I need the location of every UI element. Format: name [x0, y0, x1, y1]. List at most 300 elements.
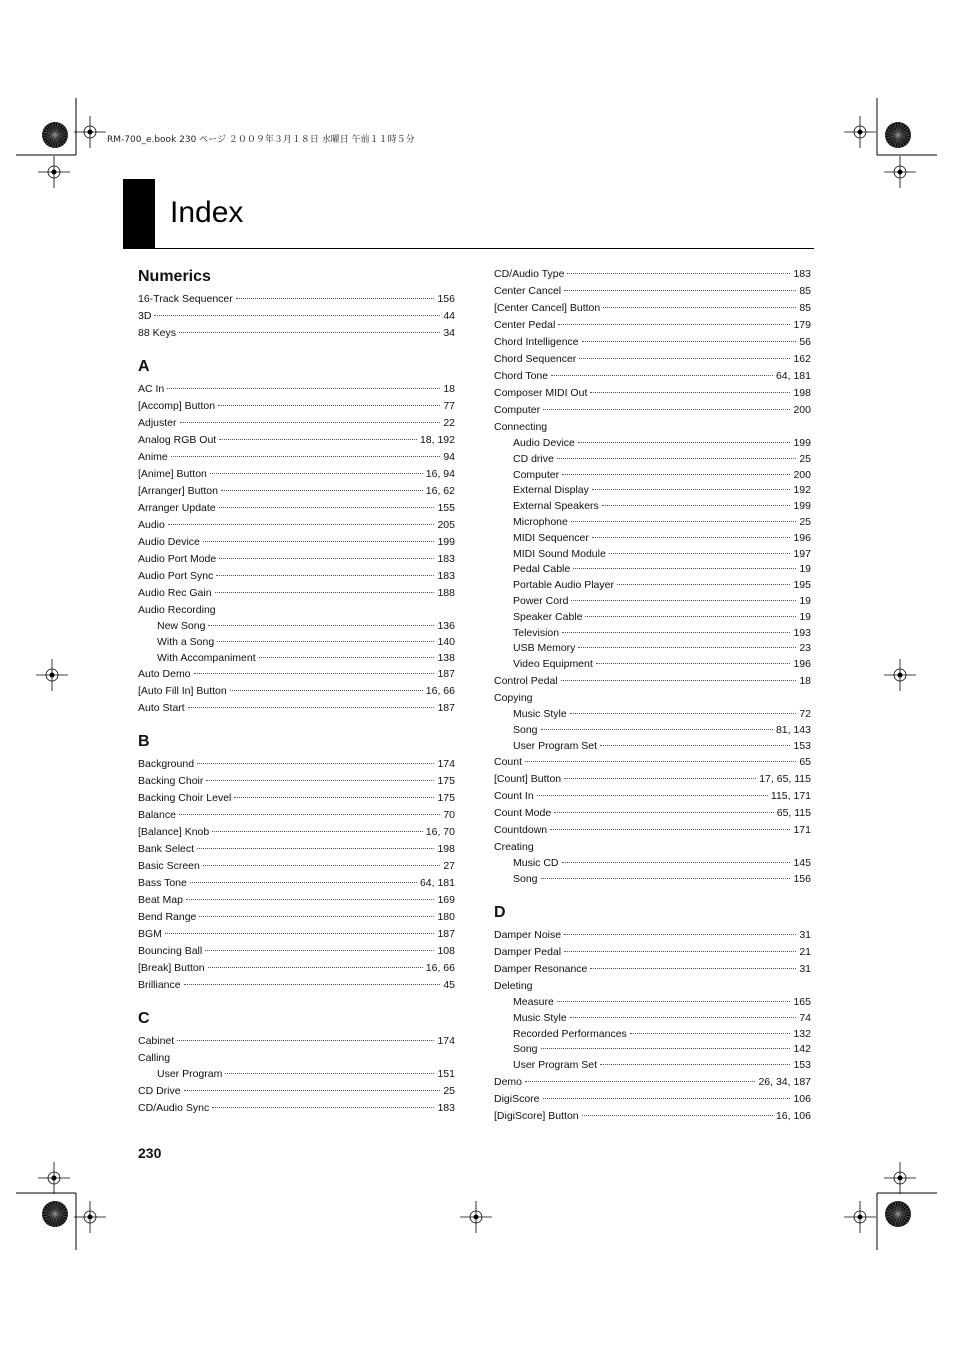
- index-pages: 200: [793, 468, 811, 481]
- dot-leader: [221, 490, 423, 491]
- index-entry: [138, 1050, 455, 1067]
- dot-leader: [203, 865, 440, 866]
- index-pages: 138: [437, 651, 455, 664]
- index-entry: [494, 317, 811, 334]
- index-entry: [494, 452, 811, 468]
- index-pages: 156: [437, 293, 455, 305]
- index-term: Audio Port Mode: [138, 553, 217, 565]
- print-header: RM-700_e.book 230 ページ ２００９年３月１８日 水曜日 午前１１時５分: [107, 135, 415, 145]
- dot-leader: [259, 657, 435, 658]
- dot-leader: [180, 422, 441, 423]
- index-entry: [494, 1042, 811, 1058]
- index-pages: 25: [799, 515, 811, 528]
- index-term: Connecting: [494, 421, 548, 433]
- index-term: Backing Choir Level: [138, 792, 232, 805]
- dot-leader: [570, 1017, 797, 1018]
- index-pages: 200: [793, 404, 811, 416]
- index-entry: [494, 351, 811, 368]
- index-term: Center Pedal: [494, 319, 556, 331]
- title-tab-block: [123, 179, 155, 249]
- index-entry: [494, 754, 811, 771]
- index-entry: [138, 466, 455, 483]
- index-pages: 19: [799, 594, 811, 607]
- index-term: Brilliance: [138, 979, 181, 992]
- index-term: Copying: [494, 691, 533, 704]
- index-pages: 198: [437, 843, 455, 856]
- dot-leader: [184, 1090, 441, 1091]
- dot-leader: [208, 967, 423, 968]
- dot-leader: [578, 442, 791, 443]
- index-entry: [138, 683, 455, 700]
- index-term: USB Memory: [513, 642, 576, 655]
- index-entry: [138, 807, 455, 824]
- index-term: Audio Device: [138, 536, 200, 548]
- dot-leader: [197, 763, 434, 764]
- dot-leader: [168, 524, 435, 525]
- dot-leader: [230, 690, 423, 691]
- dot-leader: [234, 797, 434, 798]
- index-term: Computer: [513, 468, 560, 481]
- index-entry: [494, 610, 811, 626]
- index-term: Bass Tone: [138, 877, 187, 890]
- index-pages: 18, 192: [419, 434, 455, 446]
- registration-star-icon: [42, 1201, 68, 1227]
- index-entry: [138, 449, 455, 466]
- dot-leader: [600, 745, 790, 746]
- dot-leader: [215, 592, 435, 593]
- index-term: Computer: [494, 404, 541, 416]
- index-term: Backing Choir: [138, 775, 204, 788]
- index-pages: 26, 34, 187: [758, 1075, 811, 1088]
- index-entry: [138, 841, 455, 858]
- index-pages: 145: [793, 857, 811, 870]
- index-entry: [138, 308, 455, 325]
- index-pages: 155: [437, 502, 455, 514]
- dot-leader: [603, 307, 796, 308]
- index-entry: [138, 398, 455, 415]
- index-entry: [138, 1067, 455, 1083]
- dot-leader: [541, 878, 791, 879]
- index-pages: 65, 115: [776, 807, 811, 820]
- index-term: Calling: [138, 1052, 171, 1065]
- dot-leader: [582, 1115, 773, 1116]
- index-pages: 85: [799, 302, 811, 314]
- index-entry: [138, 926, 455, 943]
- index-pages: 153: [793, 1059, 811, 1072]
- index-pages: 31: [799, 962, 811, 975]
- index-pages: 108: [437, 945, 455, 958]
- index-pages: 22: [443, 417, 455, 429]
- dot-leader: [197, 848, 434, 849]
- dot-leader: [543, 1098, 791, 1099]
- index-entry: [138, 773, 455, 790]
- dot-leader: [557, 1001, 791, 1002]
- index-pages: 74: [799, 1011, 811, 1024]
- dot-leader: [554, 812, 774, 813]
- index-entry: [494, 547, 811, 563]
- index-term: Deleting: [494, 979, 533, 992]
- index-pages: 31: [799, 928, 811, 941]
- index-term: Audio Recording: [138, 604, 216, 616]
- dot-leader: [543, 409, 790, 410]
- index-entry: [138, 568, 455, 585]
- section-heading: C: [138, 1010, 150, 1028]
- index-term: BGM: [138, 928, 162, 941]
- registration-star-icon: [42, 122, 68, 148]
- dot-leader: [592, 489, 791, 490]
- index-term: Microphone: [513, 515, 568, 528]
- index-pages: 18: [443, 383, 455, 395]
- index-term: Song: [513, 723, 538, 736]
- index-term: [Auto Fill In] Button: [138, 685, 227, 698]
- registration-target-icon: [884, 156, 916, 188]
- index-term: With a Song: [157, 635, 215, 648]
- dot-leader: [219, 507, 435, 508]
- index-pages: 151: [437, 1068, 455, 1081]
- dot-leader: [571, 521, 796, 522]
- index-pages: 187: [437, 702, 455, 715]
- index-term: Television: [513, 626, 560, 639]
- index-term: Auto Start: [138, 702, 185, 715]
- index-entry: [494, 723, 811, 739]
- index-entry: [138, 790, 455, 807]
- page-title: Index: [170, 196, 244, 229]
- index-entry: [138, 585, 455, 602]
- registration-target-icon: [884, 1162, 916, 1194]
- index-entry: [138, 602, 455, 619]
- index-term: External Speakers: [513, 500, 599, 513]
- index-term: [Arranger] Button: [138, 485, 218, 497]
- dot-leader: [582, 341, 797, 342]
- index-entry: [494, 368, 811, 385]
- index-pages: 16, 94: [425, 468, 455, 480]
- index-term: Recorded Performances: [513, 1027, 627, 1040]
- dot-leader: [567, 273, 790, 274]
- registration-target-icon: [36, 659, 68, 691]
- index-entry: [138, 517, 455, 534]
- dot-leader: [564, 778, 756, 779]
- index-pages: 18: [799, 674, 811, 687]
- dot-leader: [525, 761, 796, 762]
- index-pages: 174: [437, 758, 455, 771]
- dot-leader: [205, 950, 434, 951]
- index-term: DigiScore: [494, 1092, 540, 1105]
- index-entry: [494, 707, 811, 723]
- index-term: 88 Keys: [138, 327, 176, 339]
- index-entry: [494, 995, 811, 1011]
- index-term: [DigiScore] Button: [494, 1109, 579, 1122]
- index-pages: 165: [793, 995, 811, 1008]
- index-term: Damper Pedal: [494, 945, 562, 958]
- index-term: Audio Port Sync: [138, 570, 214, 582]
- index-pages: 171: [793, 824, 811, 837]
- dot-leader: [590, 968, 796, 969]
- dot-leader: [585, 616, 796, 617]
- index-entry: [494, 961, 811, 978]
- index-term: Bouncing Ball: [138, 945, 203, 958]
- index-pages: 183: [437, 553, 455, 565]
- index-term: Count In: [494, 790, 534, 803]
- index-pages: 81, 143: [775, 723, 811, 736]
- index-entry: [494, 515, 811, 531]
- index-pages: 175: [437, 792, 455, 805]
- dot-leader: [541, 729, 773, 730]
- index-pages: 23: [799, 642, 811, 655]
- index-term: Song: [513, 1043, 538, 1056]
- index-entry: [494, 1091, 811, 1108]
- index-term: MIDI Sound Module: [513, 547, 606, 560]
- dot-leader: [592, 537, 791, 538]
- index-pages: 16, 106: [775, 1109, 811, 1122]
- dot-leader: [225, 1073, 434, 1074]
- index-entry: [138, 381, 455, 398]
- index-pages: 205: [437, 519, 455, 531]
- index-term: Chord Intelligence: [494, 336, 579, 348]
- dot-leader: [562, 632, 790, 633]
- index-pages: 65: [799, 756, 811, 769]
- dot-leader: [558, 324, 790, 325]
- index-term: User Program Set: [513, 739, 598, 752]
- dot-leader: [219, 558, 434, 559]
- dot-leader: [216, 575, 434, 576]
- index-entry: [494, 578, 811, 594]
- index-pages: 156: [793, 873, 811, 886]
- index-pages: 175: [437, 775, 455, 788]
- index-term: Music CD: [513, 857, 559, 870]
- index-pages: 64, 181: [419, 877, 455, 890]
- dot-leader: [190, 882, 417, 883]
- dot-leader: [630, 1033, 791, 1034]
- index-entry: [494, 788, 811, 805]
- index-column-left: [138, 263, 455, 1117]
- registration-target-icon: [74, 116, 106, 148]
- index-term: Music Style: [513, 1011, 567, 1024]
- index-term: User Program Set: [513, 1059, 598, 1072]
- index-entry: [494, 1074, 811, 1091]
- index-pages: 140: [437, 635, 455, 648]
- index-pages: 21: [799, 945, 811, 958]
- index-term: Beat Map: [138, 894, 183, 907]
- index-pages: 72: [799, 707, 811, 720]
- index-entry: [494, 402, 811, 419]
- index-entry: [494, 334, 811, 351]
- index-entry: [494, 283, 811, 300]
- index-pages: 174: [437, 1035, 455, 1048]
- index-term: Arranger Update: [138, 502, 216, 514]
- dot-leader: [609, 553, 791, 554]
- index-entry: [494, 300, 811, 317]
- index-pages: 183: [437, 570, 455, 582]
- index-term: [Break] Button: [138, 962, 205, 975]
- index-term: [Center Cancel] Button: [494, 302, 601, 314]
- index-entry: [138, 943, 455, 960]
- index-term: Adjuster: [138, 417, 177, 429]
- index-term: With Accompaniment: [157, 651, 256, 664]
- dot-leader: [194, 673, 435, 674]
- dot-leader: [564, 951, 796, 952]
- index-term: Control Pedal: [494, 674, 558, 687]
- dot-leader: [551, 375, 773, 376]
- index-entry: [494, 771, 811, 788]
- index-entry: [138, 977, 455, 994]
- index-pages: 132: [793, 1027, 811, 1040]
- index-pages: 136: [437, 620, 455, 632]
- index-term: [Count] Button: [494, 773, 562, 786]
- index-pages: 183: [793, 268, 811, 280]
- index-pages: 199: [437, 536, 455, 548]
- index-entry: [494, 594, 811, 610]
- index-entry: [494, 641, 811, 657]
- dot-leader: [550, 829, 790, 830]
- index-term: CD/Audio Sync: [138, 1102, 210, 1115]
- index-pages: 142: [793, 1043, 811, 1056]
- index-entry: [494, 385, 811, 402]
- index-term: Count: [494, 756, 523, 769]
- index-pages: 16, 66: [425, 962, 455, 975]
- dot-leader: [578, 647, 796, 648]
- section-gap: [138, 342, 455, 353]
- registration-target-icon: [74, 1201, 106, 1233]
- index-entry: [138, 291, 455, 308]
- dot-leader: [602, 505, 791, 506]
- index-term: Damper Resonance: [494, 962, 588, 975]
- index-pages: 45: [443, 979, 455, 992]
- index-pages: 19: [799, 563, 811, 576]
- index-term: Audio Rec Gain: [138, 587, 212, 599]
- dot-leader: [562, 862, 791, 863]
- index-entry: [138, 875, 455, 892]
- registration-target-icon: [884, 659, 916, 691]
- index-entry: [494, 1027, 811, 1043]
- index-term: Measure: [513, 995, 554, 1008]
- index-pages: 16, 62: [425, 485, 455, 497]
- index-term: Center Cancel: [494, 285, 562, 297]
- index-entry: [494, 690, 811, 707]
- index-pages: 115, 171: [770, 790, 811, 803]
- index-term: Music Style: [513, 707, 567, 720]
- dot-leader: [210, 473, 423, 474]
- index-term: Analog RGB Out: [138, 434, 217, 446]
- index-term: Auto Demo: [138, 668, 191, 681]
- registration-target-icon: [460, 1201, 492, 1233]
- index-pages: 169: [437, 894, 455, 907]
- index-pages: 106: [793, 1092, 811, 1105]
- index-term: Cabinet: [138, 1035, 175, 1048]
- index-pages: 56: [799, 336, 811, 348]
- registration-target-icon: [38, 1162, 70, 1194]
- dot-leader: [188, 707, 435, 708]
- index-pages: 192: [793, 484, 811, 497]
- index-entry: [494, 531, 811, 547]
- index-pages: 25: [799, 452, 811, 465]
- index-term: 3D: [138, 310, 152, 322]
- index-pages: 44: [443, 310, 455, 322]
- index-entry: [138, 700, 455, 717]
- index-pages: 162: [793, 353, 811, 365]
- index-pages: 193: [793, 626, 811, 639]
- registration-target-icon: [38, 156, 70, 188]
- dot-leader: [206, 780, 434, 781]
- index-entry: [494, 1108, 811, 1125]
- index-entry: [494, 626, 811, 642]
- index-entry: [138, 415, 455, 432]
- index-term: [Accomp] Button: [138, 400, 216, 412]
- dot-leader: [177, 1040, 434, 1041]
- dot-leader: [171, 456, 441, 457]
- index-term: Countdown: [494, 824, 548, 837]
- index-term: Song: [513, 873, 538, 886]
- index-term: Background: [138, 758, 195, 771]
- dot-leader: [154, 315, 440, 316]
- index-pages: 16, 66: [425, 685, 455, 698]
- index-entry: [494, 673, 811, 690]
- section-heading: A: [138, 358, 150, 375]
- index-entry: [494, 499, 811, 515]
- title-rule: [123, 248, 814, 249]
- section-heading: Numerics: [138, 268, 211, 285]
- dot-leader: [217, 641, 434, 642]
- dot-leader: [557, 458, 796, 459]
- index-term: Demo: [494, 1075, 523, 1088]
- index-entry: [138, 325, 455, 342]
- index-pages: 94: [443, 451, 455, 463]
- dot-leader: [562, 474, 790, 475]
- index-entry: [494, 657, 811, 673]
- index-term: AC In: [138, 383, 165, 395]
- index-entry: [494, 978, 811, 995]
- index-pages: 199: [793, 500, 811, 513]
- index-term: Basic Screen: [138, 860, 200, 873]
- dot-leader: [186, 899, 435, 900]
- index-entry: [494, 839, 811, 856]
- index-entry: [138, 635, 455, 651]
- index-term: CD drive: [513, 452, 554, 465]
- index-column-right: [494, 266, 811, 1125]
- index-term: MIDI Sequencer: [513, 531, 589, 544]
- index-entry: [494, 944, 811, 961]
- index-term: Portable Audio Player: [513, 579, 614, 592]
- index-entry: [138, 432, 455, 449]
- dot-leader: [564, 934, 796, 935]
- index-pages: 153: [793, 739, 811, 752]
- dot-leader: [525, 1081, 755, 1082]
- index-pages: 19: [799, 610, 811, 623]
- section-gap: [494, 888, 811, 899]
- index-term: CD/Audio Type: [494, 268, 565, 280]
- index-term: [Anime] Button: [138, 468, 207, 480]
- index-term: Anime: [138, 451, 168, 463]
- index-pages: 183: [437, 1102, 455, 1115]
- dot-leader: [218, 405, 440, 406]
- index-term: Bank Select: [138, 843, 195, 856]
- index-entry: [138, 534, 455, 551]
- index-term: [Balance] Knob: [138, 826, 210, 839]
- dot-leader: [208, 625, 434, 626]
- dot-leader: [212, 1107, 434, 1108]
- dot-leader: [596, 663, 791, 664]
- index-term: External Display: [513, 484, 589, 497]
- dot-leader: [199, 916, 434, 917]
- index-pages: 34: [443, 327, 455, 339]
- registration-target-icon: [844, 1201, 876, 1233]
- index-entry: [138, 892, 455, 909]
- index-term: New Song: [157, 620, 206, 632]
- dot-leader: [561, 680, 797, 681]
- index-entry: [138, 909, 455, 926]
- index-pages: 27: [443, 860, 455, 873]
- index-pages: 77: [443, 400, 455, 412]
- dot-leader: [537, 795, 768, 796]
